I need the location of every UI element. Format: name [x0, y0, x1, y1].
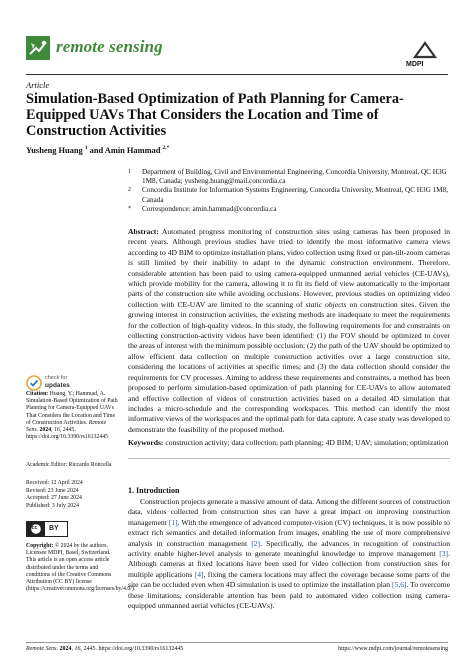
abstract-label: Abstract:	[128, 227, 159, 236]
introduction-paragraph	[128, 497, 450, 611]
footer-journal: Remote Sens.	[26, 646, 58, 652]
copyright-label: Copyright:	[26, 543, 54, 549]
author-conjunction: and	[87, 145, 105, 155]
footer-divider	[26, 642, 448, 643]
footer-year: 2024	[58, 646, 72, 652]
footer-volume: , 16	[71, 646, 81, 652]
footer-doi[interactable]: , 2445. https://doi.org/10.3390/rs16132445	[80, 646, 184, 652]
citation-link[interactable]: [1]	[168, 517, 178, 527]
copyright-text: © 2024 by the authors. Licensee MDPI, Basel, Switzerland. This article is an open access article distributed under the terms and conditions of the Creative Commons Attribution (CC BY) license (https://creativecommons.org/licenses/by/4.0/).	[26, 543, 136, 593]
citation-journal: Remote Sens.	[26, 419, 107, 434]
body-text: Construction projects generate a massive amount of data. Among the different sources of construction data, videos collected from construction sites can have a great impact on improving construction management	[128, 497, 450, 527]
author-name[interactable]: Amin Hammad	[104, 145, 161, 155]
copyright-block	[26, 543, 136, 593]
body-text: , fixing the camera locations may affect the coverage because some parts of the site can be occluded even when 4D simulation is used to optimize the installation plan	[128, 569, 450, 590]
citation-text: Huang, Y.; Hammad, A. Simulation-Based Optimization of Path Planning for Camera-Equipped UAVs That Considers the Location and Time of Construction Activities.	[26, 391, 118, 426]
body-text: . With the emergence of advanced computer-vision (CV) techniques, it is now possible to extract rich semantics and detailed information from images, enabling the use of more comprehensive analysis in construction management	[128, 517, 450, 548]
footer-journal-url[interactable]: https://www.mdpi.com/journal/remotesensing	[338, 646, 448, 652]
author-list	[26, 145, 169, 155]
revised-date: Revised: 23 June 2024	[26, 487, 79, 494]
accepted-date: Accepted: 27 June 2024	[26, 495, 82, 502]
citation-label: Citation:	[26, 391, 49, 397]
journal-name: remote sensing	[56, 37, 163, 56]
check-updates-icon	[26, 375, 42, 391]
footer-citation	[26, 646, 183, 652]
author-affiliation-marker: 1	[84, 145, 88, 151]
affiliation-marker: *	[128, 205, 131, 212]
abstract-text: on construction sites. Given the growing interest in construction activities, the existing methods are inadequate to meet the requirements for the collection of high-quality videos. In this study, the following requirements for and constraints on collecting construction-activity videos have been identified: (1) the FOV should be optimized to cover the areas of interest with the minimum possible occlusion; (2) the path of the UAV should be optimized to allow efficient data collection on multiple construction activities over a large construction site, considering the locations of activities at specific times; and (3) the data collection should consider the requirements for CV processes. Aiming to address these requirements and constraints, a method has been proposed to perform simulation-based optimization of path planning for CE-UAVs to allow automated and effective collection of videos of construction activities based on a detailed 4D simulation that includes a micro-schedule and the corresponding workspaces. This method can identify the most informative views of the workspaces and the optimal path for data capture. A case study was developed to demonstrate the feasibility of the proposed method.	[128, 299, 450, 434]
article-type: Article	[26, 80, 50, 90]
keywords	[128, 438, 450, 448]
abstract-emphasis: static objects	[305, 299, 347, 309]
header-divider	[26, 74, 448, 75]
check-updates-line2: updates	[45, 382, 70, 389]
publication-dates	[26, 480, 118, 510]
cc-by-label: BY	[49, 524, 59, 532]
check-for-updates-badge[interactable]	[26, 373, 86, 393]
citation-link[interactable]: [2]	[251, 538, 261, 548]
mdpi-logo	[412, 40, 438, 60]
citation-volume: , 16	[51, 427, 60, 434]
citation-link[interactable]: [5,6]	[392, 580, 407, 590]
received-date: Received: 12 April 2024	[26, 480, 83, 486]
body-text: . To overcome these limitations, considerable attention has been paid to automated video collection using camera-equipped unmanned aerial vehicles (CE-UAVs).	[128, 580, 450, 611]
abstract-text: Automated progress monitoring of construction sites using cameras has been proposed in recent years. Although previous studies have tried to identify the most informative camera views according to 4D BIM to optimize installation plans, video collection using fixed or pan-tilt-zoom cameras is still limited by their inability to adapt to the dynamic construction environment. Therefore, considerable attention has been paid to using camera-equipped unmanned aerial vehicles (CE-UAVs), which provide mobility for the camera, allowing it to fit its field of view automatically to the important parts of the construction site while avoiding occlusions. However, previous studies on optimizing video collection with CE-UAV are limited to the scanning of	[128, 227, 450, 309]
affiliation-marker: 1	[128, 169, 131, 175]
section-heading: 1. Introduction	[128, 486, 180, 495]
citation-doi[interactable]: , 2445. https://doi.org/10.3390/rs16132445	[26, 427, 109, 441]
published-date: Published: 3 July 2024	[26, 502, 79, 509]
author-affiliation-marker: 2,*	[162, 145, 170, 151]
cc-label: cc	[31, 525, 38, 531]
citation-link[interactable]: [3]	[439, 549, 449, 559]
keywords-label: Keywords:	[128, 438, 164, 447]
author-name[interactable]: Yusheng Huang	[26, 145, 83, 155]
academic-editor: Academic Editor: Riccardo Roncella	[26, 462, 112, 468]
body-text: . Although cameras at fixed locations have been used for video collection from construction sites for multiple applications	[128, 549, 450, 579]
abstract	[128, 227, 450, 435]
journal-logo-icon	[26, 36, 50, 60]
affiliation-item	[128, 205, 448, 214]
publisher-name: MDPI	[406, 61, 424, 68]
keywords-text: construction activity; data collection; path planning; 4D BIM; UAV; simulation; optimization	[163, 438, 449, 447]
affiliation-item	[128, 168, 448, 186]
citation-year: 2024	[38, 427, 52, 434]
affiliation-marker: 2	[128, 187, 131, 194]
affiliation-text: Department of Building, Civil and Environmental Engineering, Concordia University, Montreal, QC H3G 1M8, Canada; yusheng.huang@mail.concordia.ca	[142, 168, 447, 186]
article-title: Simulation-Based Optimization of Path Planning for Camera-Equipped UAVs That Considers the Location and Time of Construction Activities	[26, 91, 404, 140]
cc-by-license-badge[interactable]	[26, 521, 68, 537]
body-text: . Specifically, the advances in recognition of construction activity enable higher-level analysis to generate meaningful knowledge to improve management	[128, 538, 450, 559]
correspondence-text[interactable]: Correspondence: amin.hammad@concordia.ca	[142, 204, 277, 213]
keywords-divider	[128, 458, 450, 459]
citation-block	[26, 391, 118, 441]
check-updates-line1: check for	[45, 375, 68, 381]
affiliation-item	[128, 186, 448, 204]
affiliations	[128, 168, 448, 214]
affiliation-text: Concordia Institute for Information Systems Engineering, Concordia University, Montreal, QC H3G 1M8, Canada	[142, 186, 448, 204]
citation-link[interactable]: [4]	[194, 569, 204, 579]
